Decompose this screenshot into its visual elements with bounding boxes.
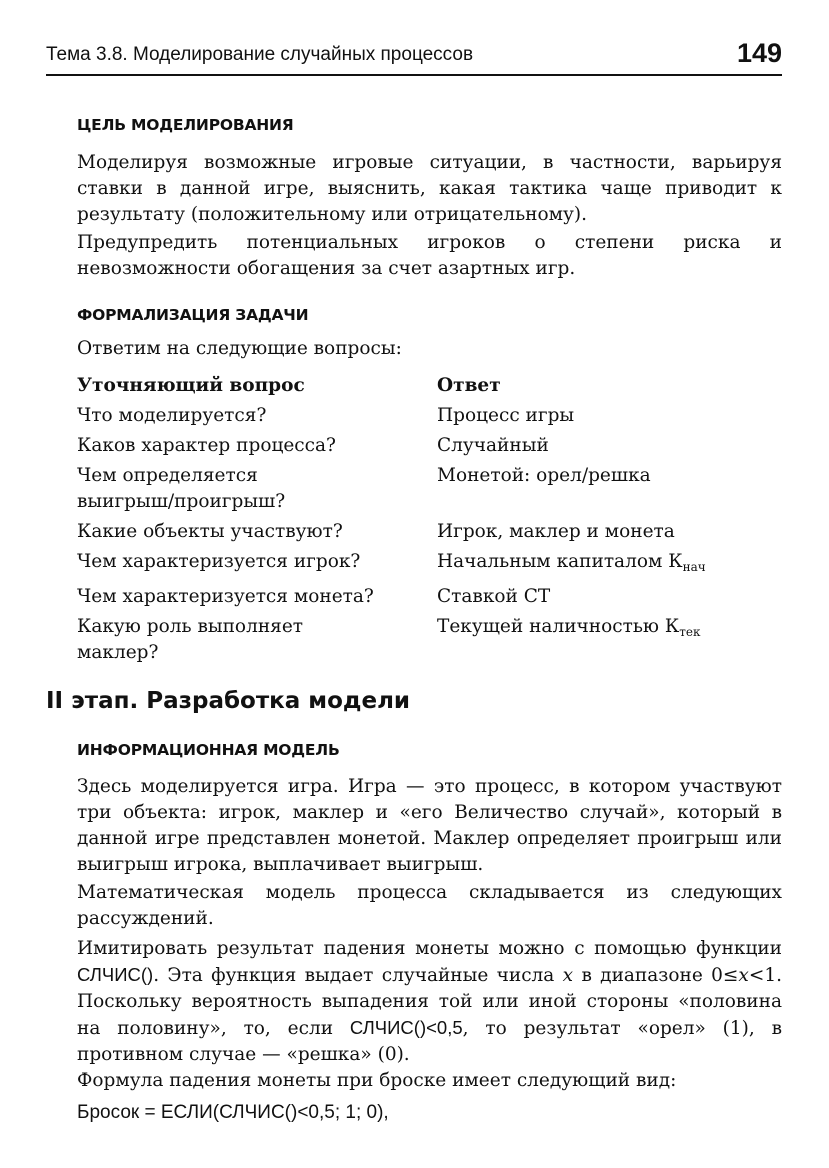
function-name: СЛЧИС() [77,964,154,985]
p3-text-b: . Эта функция выдает случайные числа [153,965,563,986]
answer-text: Текущей наличностью К [437,616,680,637]
stage-title: II этап. Разработка модели [46,688,411,714]
info-model-paragraph-3 [77,936,782,1068]
table-row [77,519,782,545]
info-model-paragraph-2: Математическая модель процесса складывается из следующих рассуждений. [77,882,782,929]
question-cell: Чем характеризуется монета? [77,586,374,607]
header-title: Тема 3.8. Моделирование случайных процессов [46,44,474,65]
section-heading-goal: ЦЕЛЬ МОДЕЛИРОВАНИЯ [77,116,294,134]
answer-cell [437,614,782,666]
answer-cell: Случайный [437,435,549,456]
p3-text-d: <1. Поскольку вероятность выпадения той или иной стороны «половина на половину», то, если [77,965,782,1039]
page-number: 149 [736,38,782,68]
question-cell: Каков характер процесса? [77,435,336,456]
question-cell: Чем характеризуется игрок? [77,551,361,572]
question-cell: Что моделируется? [77,405,267,426]
question-cell: Какие объекты участвуют? [77,521,343,542]
info-model-paragraph-4: Формула падения монеты при броске имеет следующий вид: [77,1070,677,1091]
answer-subscript: тек [679,625,701,639]
table-row [77,403,782,429]
question-cell: Какую роль выполняет маклер? [77,616,304,663]
answer-cell: Ставкой СТ [437,586,551,607]
table-row [77,433,782,459]
answer-cell: Монетой: орел/решка [437,465,651,486]
answer-subscript: нач [682,560,706,574]
section-heading-formalization: ФОРМАЛИЗАЦИЯ ЗАДАЧИ [77,306,309,324]
table-row [77,614,782,666]
table-header-row [77,373,782,399]
goal-paragraph-2: Предупредить потенциальных игроков о степени риска и невозможности обогащения за счет азартных игр. [77,232,782,279]
p3-text-a: Имитировать результат падения монеты можно с помощью функции [77,938,782,959]
column-header-question: Уточняющий вопрос [77,375,305,396]
questions-table [77,373,782,670]
goal-paragraph-1: Моделируя возможные игровые ситуации, в частности, варьируя ставки в данной игре, выяснить, какая тактика чаще приводит к результату (положительному или отрицательному). [77,152,782,225]
question-cell: Чем определяется выигрыш/проигрыш? [77,465,286,512]
section-heading-info-model: ИНФОРМАЦИОННАЯ МОДЕЛЬ [77,741,340,759]
info-model-paragraph-1: Здесь моделируется игра. Игра — это процесс, в котором участвуют три объекта: игрок, маклер и «его Величество случай», который в данной игре представлен монетой. Маклер определяет проигрыш или выигрыш игрока, выплачивает выигрыш. [77,776,782,875]
running-header [46,38,782,76]
answer-cell [437,549,782,580]
table-row [77,463,782,515]
answer-cell: Игрок, маклер и монета [437,521,675,542]
column-header-answer: Ответ [437,375,501,396]
variable-x: x [562,965,574,986]
p3-text-e: , то результат «орел» (1), в противном случае — «решка» (0). [77,1018,782,1065]
coin-formula: Бросок = ЕСЛИ(СЛЧИС()<0,5; 1; 0), [77,1102,389,1123]
answer-text: Начальным капиталом К [437,551,683,572]
answer-cell: Процесс игры [437,405,575,426]
formalization-intro: Ответим на следующие вопросы: [77,338,402,359]
variable-x: x [738,965,749,986]
table-row [77,584,782,610]
function-condition: СЛЧИС()<0,5 [349,1017,463,1038]
p3-text-c: в диапазоне 0≤ [573,965,739,986]
table-row [77,549,782,580]
